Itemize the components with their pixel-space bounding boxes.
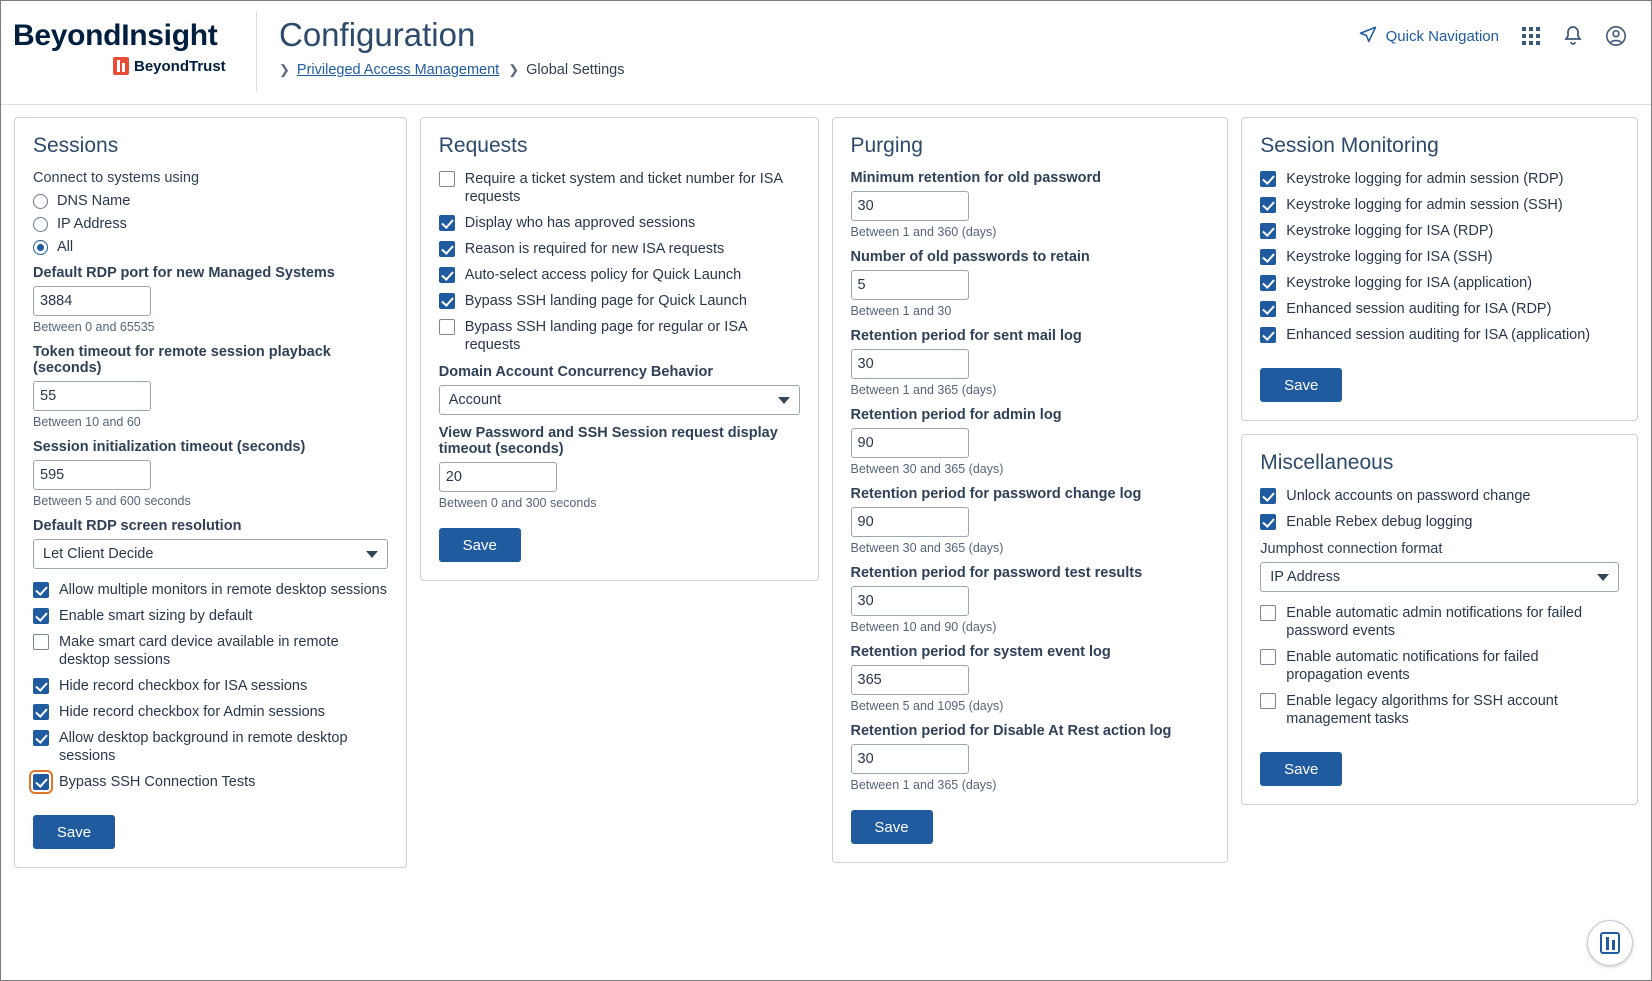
save-button-purging[interactable]: Save xyxy=(851,810,933,844)
checkbox-indicator xyxy=(33,774,49,790)
check-desktop-background[interactable] xyxy=(33,729,388,765)
checkbox-indicator xyxy=(1260,605,1276,621)
jumphost-format-select[interactable] xyxy=(1260,562,1619,592)
display-timeout-help: Between 0 and 300 seconds xyxy=(438,496,597,510)
checkbox-indicator xyxy=(1260,223,1276,239)
purge-field-label-2: Retention period for sent mail log xyxy=(850,328,1082,344)
checkbox-indicator xyxy=(33,608,49,624)
card-miscellaneous xyxy=(1241,434,1638,805)
purge-field-input-4[interactable] xyxy=(852,508,969,536)
chevron-down-icon xyxy=(1597,574,1609,581)
card-title-sessions: Sessions xyxy=(33,134,119,157)
checkbox-indicator xyxy=(1260,197,1276,213)
purge-field-label-1: Number of old passwords to retain xyxy=(850,249,1090,265)
init-timeout-help: Between 5 and 600 seconds xyxy=(33,494,191,508)
check-smart-sizing[interactable] xyxy=(33,607,388,625)
check-reason-required-isa[interactable] xyxy=(439,240,800,258)
header-actions xyxy=(1359,1,1651,47)
checkbox-label: Enable legacy algorithms for SSH account management tasks xyxy=(1286,693,1558,727)
checkbox-label: Bypass SSH landing page for regular or ISA requests xyxy=(464,319,747,353)
purge-field-input-3[interactable] xyxy=(852,429,969,457)
card-purging xyxy=(832,117,1229,863)
chevron-down-icon xyxy=(366,551,378,558)
checkbox-indicator xyxy=(33,730,49,746)
vendor-logo xyxy=(113,57,226,75)
check-require-ticket-system[interactable] xyxy=(439,170,800,206)
radio-dns-name[interactable] xyxy=(33,193,388,209)
settings-columns xyxy=(1,105,1651,966)
checkbox-label: Unlock accounts on password change xyxy=(1286,488,1531,504)
navigation-arrow-icon xyxy=(1359,25,1377,47)
checkbox-indicator xyxy=(439,319,455,335)
purge-field-help-0: Between 1 and 360 (days) xyxy=(850,225,997,239)
rdp-port-help: Between 0 and 65535 xyxy=(33,320,155,334)
init-timeout-label: Session initialization timeout (seconds) xyxy=(33,439,306,455)
check-enable-rebex-debug-logging[interactable] xyxy=(1260,513,1619,531)
checkbox-indicator xyxy=(33,678,49,694)
check-hide-record-admin[interactable] xyxy=(33,703,388,721)
checkbox-label: Enhanced session auditing for ISA (application) xyxy=(1286,327,1591,343)
checkbox-label: Hide record checkbox for Admin sessions xyxy=(59,704,325,720)
purge-field-input-6[interactable] xyxy=(852,666,969,694)
jumphost-format-value: IP Address xyxy=(1270,569,1341,585)
checkbox-label: Keystroke logging for ISA (RDP) xyxy=(1286,223,1494,239)
checkbox-indicator xyxy=(439,293,455,309)
concurrency-behavior-select[interactable] xyxy=(439,385,800,415)
purge-field-help-6: Between 5 and 1095 (days) xyxy=(850,699,1004,713)
check-keystroke-isa-application[interactable] xyxy=(1260,274,1619,292)
column-requests xyxy=(420,117,819,581)
checkbox-label: Bypass SSH landing page for Quick Launch xyxy=(464,293,747,309)
purge-field-label-5: Retention period for password test results xyxy=(850,565,1143,581)
check-bypass-ssh-landing-quick-launch[interactable] xyxy=(439,292,800,310)
user-account-icon[interactable] xyxy=(1605,25,1627,47)
purge-field-stepper-3[interactable] xyxy=(851,428,969,458)
rdp-port-stepper[interactable] xyxy=(33,286,151,316)
checkbox-label: Auto-select access policy for Quick Launch xyxy=(464,267,742,283)
check-legacy-algorithms-ssh[interactable] xyxy=(1260,692,1619,728)
save-button-miscellaneous[interactable]: Save xyxy=(1260,752,1342,786)
purge-field-input-7[interactable] xyxy=(852,745,969,773)
checkbox-label: Hide record checkbox for ISA sessions xyxy=(59,678,308,694)
checkbox-indicator xyxy=(1260,514,1276,530)
card-requests xyxy=(420,117,819,581)
purge-field-stepper-2[interactable] xyxy=(851,349,969,379)
check-keystroke-admin-rdp[interactable] xyxy=(1260,170,1619,188)
purge-field-label-6: Retention period for system event log xyxy=(850,644,1111,660)
rdp-resolution-label: Default RDP screen resolution xyxy=(33,518,242,534)
radio-indicator xyxy=(33,217,48,232)
chevron-right-icon: ❯ xyxy=(279,62,290,77)
column-monitoring-misc xyxy=(1241,117,1638,805)
checkbox-indicator xyxy=(439,241,455,257)
page-bottom-spacer xyxy=(1,966,1651,980)
check-unlock-accounts-on-password-change[interactable] xyxy=(1260,487,1619,505)
purge-field-stepper-6[interactable] xyxy=(851,665,969,695)
jumphost-format-label: Jumphost connection format xyxy=(1260,541,1443,557)
purge-field-stepper-1[interactable] xyxy=(851,270,969,300)
token-timeout-input[interactable] xyxy=(34,382,151,410)
checkbox-indicator xyxy=(1260,649,1276,665)
purge-field-stepper-7[interactable] xyxy=(851,744,969,774)
display-timeout-label: View Password and SSH Session request display timeout (seconds) xyxy=(438,425,778,457)
purge-field-help-3: Between 30 and 365 (days) xyxy=(850,462,1004,476)
radio-label: DNS Name xyxy=(57,193,131,209)
checkbox-label: Bypass SSH Connection Tests xyxy=(59,774,256,790)
checkbox-label: Enable Rebex debug logging xyxy=(1286,514,1473,530)
checkbox-indicator xyxy=(33,582,49,598)
checkbox-label: Reason is required for new ISA requests xyxy=(464,241,725,257)
brand-title: BeyondInsight xyxy=(13,19,218,52)
beyondtrust-help-badge[interactable] xyxy=(1587,920,1633,966)
purge-field-input-2[interactable] xyxy=(852,350,969,378)
token-timeout-stepper[interactable] xyxy=(33,381,151,411)
chevron-right-icon: ❯ xyxy=(508,62,520,77)
connect-to-systems-label: Connect to systems using xyxy=(33,170,200,186)
vendor-name: BeyondTrust xyxy=(134,57,226,75)
checkbox-indicator xyxy=(1260,301,1276,317)
checkbox-indicator xyxy=(33,704,49,720)
purge-field-help-7: Between 1 and 365 (days) xyxy=(850,778,997,792)
checkbox-indicator xyxy=(1260,327,1276,343)
brand-block xyxy=(1,1,256,75)
checkbox-indicator xyxy=(1260,171,1276,187)
display-timeout-input[interactable] xyxy=(440,463,557,491)
beyondtrust-mark-icon xyxy=(113,57,129,75)
quick-navigation-label: Quick Navigation xyxy=(1385,27,1499,45)
chevron-down-icon xyxy=(778,397,790,404)
checkbox-indicator xyxy=(1260,693,1276,709)
checkbox-label: Allow multiple monitors in remote desktop sessions xyxy=(59,582,387,598)
checkbox-indicator xyxy=(1260,249,1276,265)
purge-field-stepper-5[interactable] xyxy=(851,586,969,616)
purge-field-stepper-0[interactable] xyxy=(851,191,969,221)
header-main xyxy=(257,1,1359,78)
checkbox-label: Make smart card device available in remote desktop sessions xyxy=(59,634,339,668)
check-display-approvers[interactable] xyxy=(439,214,800,232)
beyondtrust-mark-icon xyxy=(1600,932,1620,954)
checkbox-indicator xyxy=(439,171,455,187)
quick-navigation-button[interactable] xyxy=(1359,25,1499,47)
token-timeout-label: Token timeout for remote session playback (seconds) xyxy=(33,344,331,376)
purge-field-help-5: Between 10 and 90 (days) xyxy=(850,620,997,634)
check-bypass-ssh-landing-regular-isa[interactable] xyxy=(439,318,800,354)
check-keystroke-isa-ssh[interactable] xyxy=(1260,248,1619,266)
init-timeout-stepper[interactable] xyxy=(33,460,151,490)
check-allow-multiple-monitors[interactable] xyxy=(33,581,388,599)
save-button-requests[interactable]: Save xyxy=(439,528,521,562)
rdp-port-label: Default RDP port for new Managed Systems xyxy=(33,265,335,281)
check-smart-card-device[interactable] xyxy=(33,633,388,669)
purge-field-help-1: Between 1 and 30 xyxy=(850,304,952,318)
app-header xyxy=(1,1,1651,105)
card-sessions xyxy=(14,117,407,868)
checkbox-label: Keystroke logging for ISA (application) xyxy=(1286,275,1533,291)
breadcrumb-link-pam[interactable]: Privileged Access Management xyxy=(296,62,500,78)
check-enhanced-auditing-isa-rdp[interactable] xyxy=(1260,300,1619,318)
purge-field-help-2: Between 1 and 365 (days) xyxy=(850,383,997,397)
card-title-session-monitoring: Session Monitoring xyxy=(1260,134,1439,157)
check-keystroke-admin-ssh[interactable] xyxy=(1260,196,1619,214)
checkbox-indicator xyxy=(439,215,455,231)
notifications-icon[interactable] xyxy=(1563,25,1583,47)
checkbox-label: Allow desktop background in remote desktop sessions xyxy=(59,730,348,764)
checkbox-label: Keystroke logging for ISA (SSH) xyxy=(1286,249,1493,265)
init-timeout-input[interactable] xyxy=(34,461,151,489)
purge-field-label-0: Minimum retention for old password xyxy=(850,170,1102,186)
display-timeout-stepper[interactable] xyxy=(439,462,557,492)
checkbox-label: Enhanced session auditing for ISA (RDP) xyxy=(1286,301,1552,317)
page-title: Configuration xyxy=(279,16,476,53)
radio-indicator xyxy=(33,240,48,255)
checkbox-label: Enable automatic admin notifications for failed password events xyxy=(1286,605,1583,639)
radio-all[interactable] xyxy=(33,239,388,255)
purge-field-input-5[interactable] xyxy=(852,587,969,615)
save-button-session-monitoring[interactable]: Save xyxy=(1260,368,1342,402)
breadcrumb-current: Global Settings xyxy=(526,62,625,78)
concurrency-behavior-value: Account xyxy=(448,392,502,408)
checkbox-indicator xyxy=(439,267,455,283)
token-timeout-help: Between 10 and 60 xyxy=(33,415,141,429)
card-title-requests: Requests xyxy=(438,134,528,157)
column-purging xyxy=(832,117,1229,863)
rdp-port-input[interactable] xyxy=(34,287,151,315)
radio-label: IP Address xyxy=(57,216,127,232)
check-auto-select-access-policy[interactable] xyxy=(439,266,800,284)
check-hide-record-isa[interactable] xyxy=(33,677,388,695)
checkbox-label: Enable smart sizing by default xyxy=(59,608,253,624)
checkbox-indicator xyxy=(33,634,49,650)
column-sessions xyxy=(14,117,407,868)
check-bypass-ssh-connection-tests[interactable] xyxy=(33,773,388,791)
checkbox-label: Keystroke logging for admin session (SSH) xyxy=(1286,197,1563,213)
check-admin-notifications-failed-password[interactable] xyxy=(1260,604,1619,640)
breadcrumb xyxy=(279,62,1359,78)
checkbox-label: Display who has approved sessions xyxy=(464,215,696,231)
checkbox-label: Require a ticket system and ticket number for ISA requests xyxy=(464,171,783,205)
checkbox-indicator xyxy=(1260,488,1276,504)
radio-label: All xyxy=(57,239,74,255)
purge-field-stepper-4[interactable] xyxy=(851,507,969,537)
purge-field-input-1[interactable] xyxy=(852,271,969,299)
check-keystroke-isa-rdp[interactable] xyxy=(1260,222,1619,240)
card-title-miscellaneous: Miscellaneous xyxy=(1260,451,1394,474)
check-notifications-failed-propagation[interactable] xyxy=(1260,648,1619,684)
radio-indicator xyxy=(33,194,48,209)
purge-field-help-4: Between 30 and 365 (days) xyxy=(850,541,1004,555)
save-button-sessions[interactable]: Save xyxy=(33,815,115,849)
purge-field-label-3: Retention period for admin log xyxy=(850,407,1062,423)
checkbox-label: Enable automatic notifications for failed propagation events xyxy=(1286,649,1539,683)
app-grid-icon[interactable] xyxy=(1521,26,1541,46)
purge-field-input-0[interactable] xyxy=(852,192,969,220)
purge-field-label-4: Retention period for password change log xyxy=(850,486,1142,502)
check-enhanced-auditing-isa-application[interactable] xyxy=(1260,326,1619,344)
purge-field-label-7: Retention period for Disable At Rest action log xyxy=(850,723,1172,739)
rdp-resolution-value: Let Client Decide xyxy=(43,546,154,562)
checkbox-label: Keystroke logging for admin session (RDP) xyxy=(1286,171,1564,187)
checkbox-indicator xyxy=(1260,275,1276,291)
concurrency-behavior-label: Domain Account Concurrency Behavior xyxy=(438,364,713,380)
card-title-purging: Purging xyxy=(850,134,923,157)
radio-ip-address[interactable] xyxy=(33,216,388,232)
card-session-monitoring xyxy=(1241,117,1638,421)
rdp-resolution-select[interactable] xyxy=(33,539,388,569)
